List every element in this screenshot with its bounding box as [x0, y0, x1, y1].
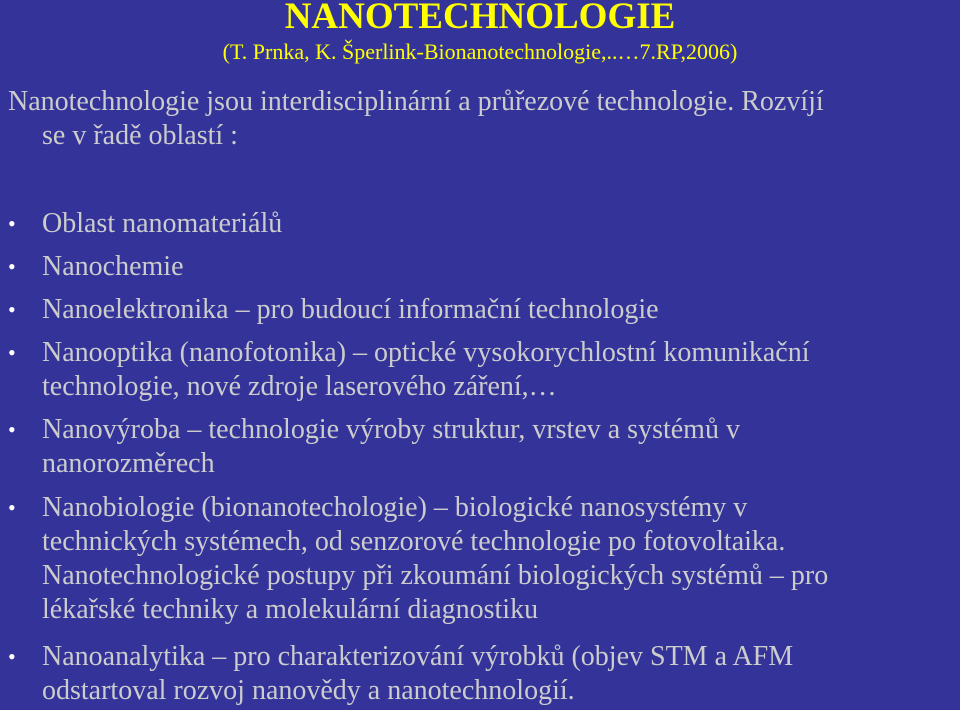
- list-item-text: Nanoelektronika – pro budoucí informační technologie: [42, 294, 659, 325]
- slide-title: NANOTECHNOLOGIE: [284, 0, 676, 37]
- bullet-icon: •: [8, 297, 16, 322]
- slide-subtitle: (T. Prnka, K. Šperlink-Bionanotechnologie,..…7.RP,2006): [222, 39, 738, 64]
- intro-line-2: se v řadě oblastí :: [42, 120, 238, 151]
- intro-paragraph: [8, 85, 958, 153]
- bullet-icon: •: [8, 340, 16, 365]
- list-item-text: Nanoanalytika – pro charakterizování výrobků (objev STM a AFM odstartoval rozvoj nanovědy a nanotechnologií.: [42, 641, 794, 706]
- bullet-icon: •: [8, 254, 16, 279]
- list-item-text: Oblast nanomateriálů: [42, 208, 283, 239]
- list-item-text: Nanobiologie (bionanotechologie) – biologické nanosystémy v technických systémech, od senzorové technologie po fotovoltaika. Nanotechnologické postupy při zkoumání biologických systémů – pro lékařské techniky a molekulární diagnostiku: [42, 492, 829, 625]
- bullet-icon: •: [8, 417, 16, 442]
- list-item-text: Nanovýroba – technologie výroby struktur, vrstev a systémů v nanorozměrech: [42, 414, 740, 479]
- intro-line-1: Nanotechnologie jsou interdisciplinární a průřezové technologie. Rozvíjí: [8, 86, 824, 117]
- bullet-icon: •: [8, 644, 16, 669]
- list-item-text: Nanooptika (nanofotonika) – optické vysokorychlostní komunikační technologie, nové zdroje laserového záření,…: [42, 337, 810, 402]
- bullet-icon: •: [8, 495, 16, 520]
- list-item-text: Nanochemie: [42, 251, 184, 282]
- bullet-icon: •: [8, 211, 16, 236]
